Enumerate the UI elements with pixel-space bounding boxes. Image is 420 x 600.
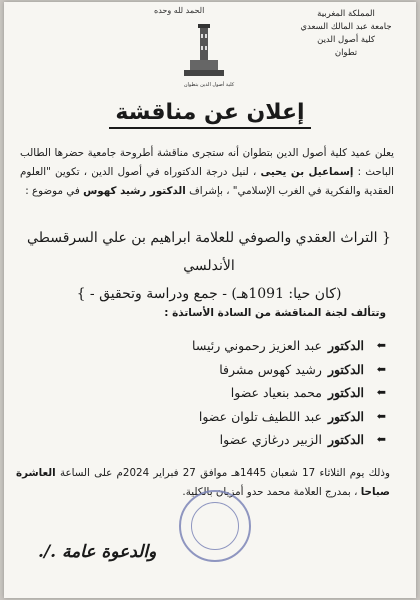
supervisor-name: الدكتور رشيد كهوس	[83, 185, 186, 197]
logo-caption: كلية أصول الدين بتطوان	[183, 82, 235, 88]
public-invitation: والدعوة عامة ./.	[38, 542, 157, 562]
page-title: إعلان عن مناقشة	[4, 100, 416, 125]
thesis-title	[16, 224, 402, 308]
time-text: العاشرة صباحا	[16, 467, 390, 498]
stamp-inner-ring	[191, 502, 239, 550]
document-page	[4, 2, 416, 598]
jury-member-name: محمد بنعياد عضوا	[230, 385, 322, 401]
arrow-icon: ⬅	[376, 386, 386, 400]
jury-heading: وتتألف لجنة المناقشة من السادة الأساتذة :	[164, 307, 386, 319]
official-stamp	[179, 490, 251, 562]
jury-item: ⬅ الدكتور رشيد كهوس مشرفا	[219, 361, 386, 377]
date-text: وذلك يوم الثلاثاء 17 شعبان 1445هـ موافق 27 فبراير 2024م على الساعة	[59, 467, 390, 479]
thesis-line-1: { التراث العقدي والصوفي للعلامة ابراهيم بن علي السرقسطي الأندلسي	[27, 230, 391, 274]
jury-member-name: عبد العزيز رحموني رئيسا	[192, 338, 322, 354]
arrow-icon: ⬅	[376, 433, 386, 447]
jury-item: ⬅ الدكتور الزبير درغازي عضوا	[219, 432, 386, 448]
body-degree: ، لنيل درجة الدكتوراه في أصول الدين ، تكوين "العلوم العقدية والفكرية في الغرب الإسلامي" ، بإشراف	[20, 166, 394, 197]
body-intro: يعلن عميد كلية أصول الدين بتطوان أنه ستجرى مناقشة أطروحة جامعية حضرها الطالب الباحث :	[20, 147, 395, 178]
location-text: ، بمدرج العلامة محمد حدو أمزيان بالكلية.	[182, 486, 358, 498]
jury-member-name: الزبير درغازي عضوا	[219, 432, 322, 448]
student-name: إسماعيل بن يحيى	[260, 166, 354, 178]
arrow-icon: ⬅	[376, 362, 386, 376]
institution-header	[286, 8, 406, 60]
arrow-icon: ⬅	[376, 409, 386, 423]
jury-item: ⬅ الدكتور عبد اللطيف تلوان عضوا	[198, 408, 386, 424]
basmala: الحمد لله وحده	[154, 6, 205, 15]
jury-item: ⬅ الدكتور محمد بنعياد عضوا	[230, 385, 386, 401]
body-topic-label: في موضوع :	[25, 185, 80, 197]
jury-item: ⬅ الدكتور عبد العزيز رحموني رئيسا	[192, 338, 386, 354]
jury-member-name: عبد اللطيف تلوان عضوا	[198, 408, 322, 424]
announcement-body	[20, 144, 394, 201]
faculty-label: كلية أصول الدين	[317, 35, 375, 45]
thesis-line-2: (كان حيا: 1091هـ) - جمع ودراسة وتحقيق - }	[76, 286, 342, 302]
kingdom-label: المملكة المغربية	[317, 9, 375, 19]
jury-list	[86, 334, 386, 452]
city-label: تطوان	[334, 48, 358, 58]
jury-member-name: رشيد كهوس مشرفا	[219, 361, 322, 377]
faculty-logo	[174, 20, 234, 90]
arrow-icon: ⬅	[376, 339, 386, 353]
university-label: جامعة عبد المالك السعدي	[300, 22, 392, 32]
